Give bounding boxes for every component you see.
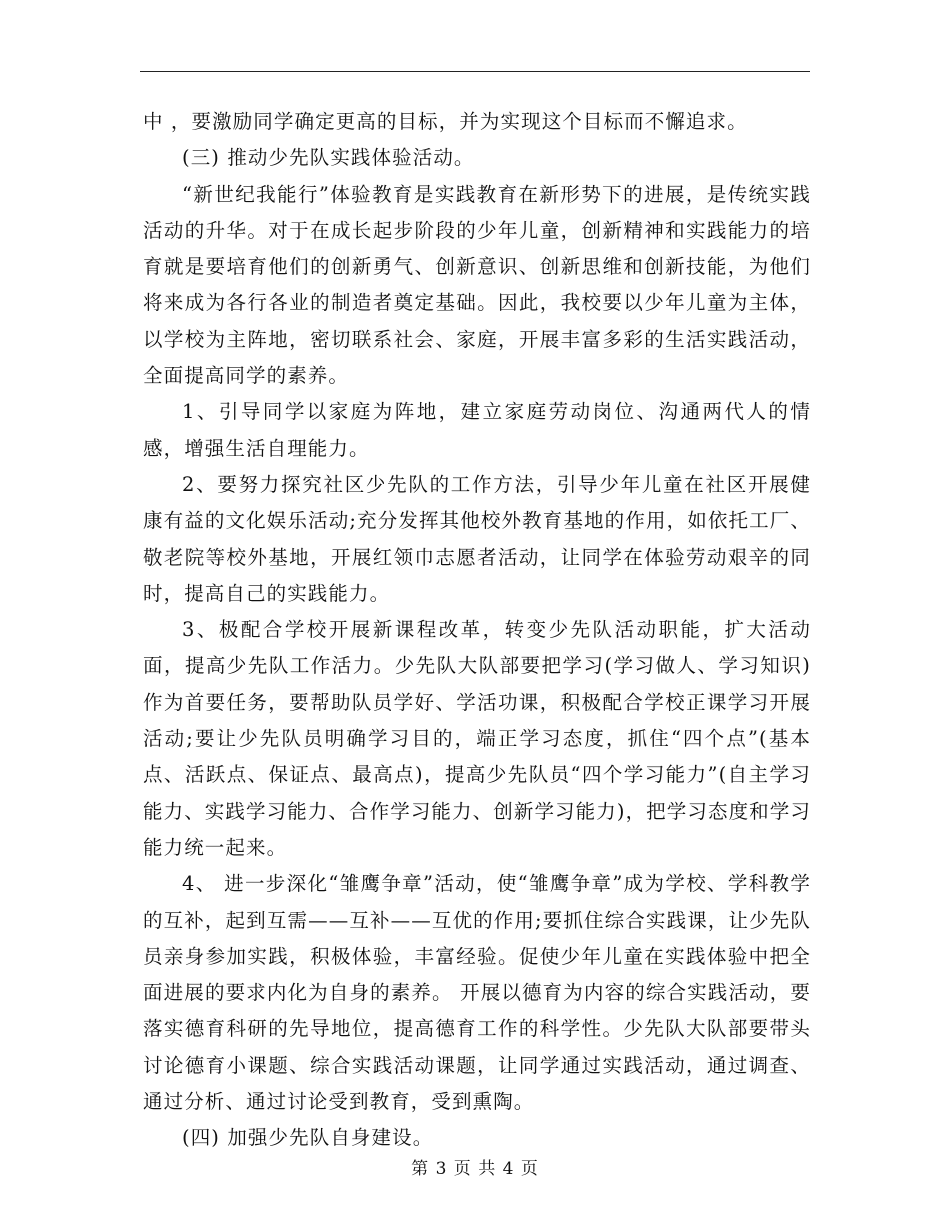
list-item: 1、引导同学以家庭为阵地，建立家庭劳动岗位、沟通两代人的情感，增强生活自理能力。: [143, 400, 811, 460]
paragraph: 中 ，要激励同学确定更高的目标，并为实现这个目标而不懈追求。: [143, 110, 748, 133]
list-item: 3、极配合学校开展新课程改革，转变少先队活动职能，扩大活动面，提高少先队工作活力。少先队大队部要把学习(学习做人、学习知识)作为首要任务，要帮助队员学好、学活功课，积极配合学校正课学习开展活动;要让少先队员明确学习目的，端正学习态度，抓住“四个点”(基本点、活跃点、保证点、最高点)，提高少先队员“四个学习能力”(自主学习能力、实践学习能力、合作学习能力、创新学习能力)，把学习态度和学习能力统一起来。: [143, 618, 811, 859]
header-divider: [140, 71, 810, 72]
list-item: 2、要努力探究社区少先队的工作方法，引导少年儿童在社区开展健康有益的文化娱乐活动;充分发挥其他校外教育基地的作用，如依托工厂、敬老院等校外基地，开展红领巾志愿者活动，让同学在体验劳动艰辛的同时，提高自己的实践能力。: [143, 472, 811, 605]
document-body: [143, 104, 811, 1157]
list-item: 4、 进一步深化“雏鹰争章”活动，使“雏鹰争章”成为学校、学科教学的互补，起到互需——互补——互优的作用;要抓住综合实践课，让少先队员亲身参加实践，积极体验，丰富经验。促使少年儿童在实践体验中把全面进展的要求内化为自身的素养。 开展以德育为内容的综合实践活动，要落实德育科研的先导地位，提高德育工作的科学性。少先队大队部要带头讨论德育小课题、综合实践活动课题，让同学通过实践活动，通过调查、通过分析、通过讨论受到教育，受到熏陶。: [143, 872, 811, 1114]
section-heading: (四) 加强少先队自身建设。: [182, 1126, 434, 1150]
section-heading: (三) 推动少先队实践体验活动。: [182, 146, 475, 170]
page-footer: [0, 1154, 950, 1179]
page-number: 第 3 页 共 4 页: [411, 1159, 539, 1179]
paragraph: “新世纪我能行”体验教育是实践教育在新形势下的进展，是传统实践活动的升华。对于在成长起步阶段的少年儿童，创新精神和实践能力的培育就是要培育他们的创新勇气、创新意识、创新思维和创新技能，为他们将来成为各行各业的制造者奠定基础。因此，我校要以少年儿童为主体，以学校为主阵地，密切联系社会、家庭，开展丰富多彩的生活实践活动，全面提高同学的素养。: [143, 182, 811, 388]
